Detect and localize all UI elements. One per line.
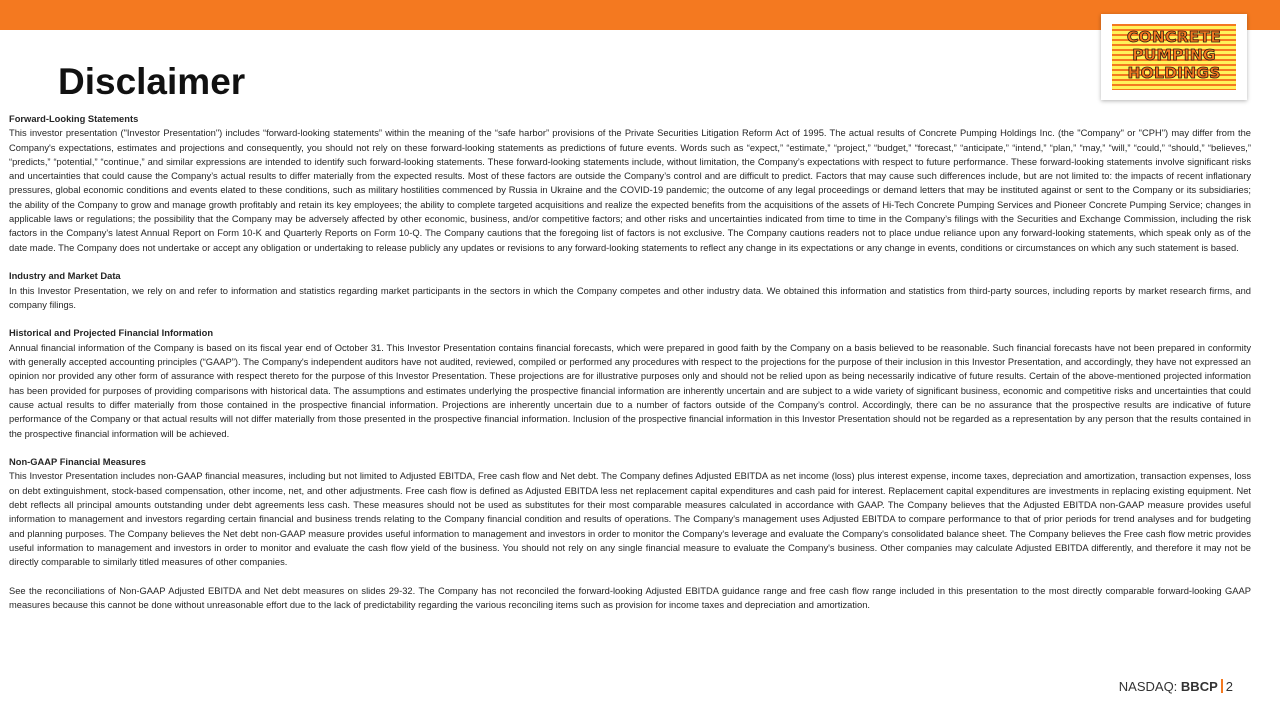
- disclaimer-body: [9, 112, 1251, 612]
- section-non-gaap: [9, 455, 1251, 612]
- section-historical-projected: [9, 326, 1251, 440]
- company-logo: [1101, 14, 1247, 100]
- logo-line-pumping: PUMPING: [1132, 46, 1216, 64]
- section-heading: Non-GAAP Financial Measures: [9, 457, 146, 468]
- footer-separator: [1221, 679, 1223, 693]
- page-title: Disclaimer: [58, 61, 246, 102]
- ticker-symbol: BBCP: [1180, 679, 1218, 694]
- section-paragraph: This investor presentation ("Investor Presentation") includes “forward-looking statements” within the meaning of the “safe harbor” provisions of the Private Securities Litigation Reform Act of 1995. The actual results of Concrete Pumping Holdings Inc. (the "Company" or "CPH") may differ from the Company's expectations, estimates and projections and consequently, you should not rely on these forward-looking statements as predictions of future events. Words such as “expect,” “estimate,” “project,” “budget,” “forecast,” “anticipate,” “intend,” “plan,” “may,” “will,” “could,” “should,” “believes,” “predicts,” “potential,” “continue,” and similar expressions are intended to identify such forward-looking statements. These forward-looking statements include, without limitation, the Company’s expectations with respect to future performance. These forward-looking statements involve significant risks and uncertainties that could cause the Company’s actual results to differ materially from the expected results. Most of these factors are outside the Company’s control and are difficult to predict. Factors that may cause such differences include, but are not limited to: the impacts of recent inflationary pressures, global economic conditions and events elated to these conditions, such as military hostilities commenced by Russia in Ukraine and the COVID-19 pandemic; the outcome of any legal proceedings or demand letters that may be instituted against or sent to the Company or its subsidiaries; the ability of the Company to grow and manage growth profitably and retain its key employees; the ability to complete targeted acquisitions and realize the expected benefits from the acquisitions of the assets of Hi-Tech Concrete Pumping Services and Pioneer Concrete Pumping Service; changes in applicable laws or regulations; the possibility that the Company may be adversely affected by other economic, business, and/or competitive factors; and other risks and uncertainties indicated from time to time in the Company’s filings with the Securities and Exchange Commission, including the risk factors in the Company's latest Annual Report on Form 10-K and Quarterly Reports on Form 10-Q. The Company cautions that the foregoing list of factors is not exclusive. The Company cautions readers not to place undue reliance upon any forward-looking statements, which speak only as of the date made. The Company does not undertake or accept any obligation or undertaking to release publicly any updates or revisions to any forward-looking statements to reflect any change in its expectations or any change in events, conditions or circumstances on which any such statement is based.: [9, 128, 1251, 253]
- section-industry-market-data: [9, 269, 1251, 312]
- logo-line-holdings: HOLDINGS: [1127, 64, 1221, 82]
- section-forward-looking: [9, 112, 1251, 255]
- section-paragraph: See the reconciliations of Non-GAAP Adjusted EBITDA and Net debt measures on slides 29-32. The Company has not reconciled the forward-looking Adjusted EBITDA guidance range and free cash flow range included in this presentation to the most directly comparable forward-looking GAAP measures because this cannot be done without unreasonable effort due to the lack of predictability regarding the various reconciling items such as provision for income taxes and depreciation and amortization.: [9, 585, 1251, 611]
- section-heading: Historical and Projected Financial Information: [9, 328, 214, 339]
- section-paragraph: Annual financial information of the Company is based on its fiscal year end of October 31. This Investor Presentation contains financial forecasts, which were prepared in good faith by the Company on a basis believed to be reasonable. Such financial forecasts have not been prepared in conformity with generally accepted accounting principles (“GAAP”). The Company's independent auditors have not audited, reviewed, compiled or performed any procedures with respect to the projections for the purpose of their inclusion in this Investor Presentation, and accordingly, they have not expressed an opinion nor provided any other form of assurance with respect thereto for the purpose of this Investor Presentation. These projections are for illustrative purposes only and should not be relied upon as being necessarily indicative of future results. Certain of the above-mentioned projected information has been provided for purposes of providing comparisons with historical data. The assumptions and estimates underlying the prospective financial information are inherently uncertain and are subject to a wide variety of significant business, economic and competitive risks and uncertainties that could cause actual results to differ materially from those contained in the prospective financial information. Projections are inherently uncertain due to a number of factors outside of the Company’s control. Accordingly, there can be no assurance that the prospective results are indicative of future performance of the Company or that actual results will not differ materially from those presented in the prospective financial information. Inclusion of the prospective financial information in this Investor Presentation should not be regarded as a representation by any person that the results contained in the prospective financial information will be achieved.: [9, 342, 1251, 439]
- top-accent-bar: [0, 0, 1280, 30]
- slide-footer: [1119, 678, 1233, 696]
- section-heading: Industry and Market Data: [9, 271, 121, 282]
- section-paragraph: This Investor Presentation includes non-GAAP financial measures, including but not limited to Adjusted EBITDA, Free cash flow and Net debt. The Company defines Adjusted EBITDA as net income (loss) plus interest expense, income taxes, depreciation and amortization, transaction expenses, loss on debt extinguishment, stock-based compensation, other income, net, and other adjustments. Free cash flow is defined as Adjusted EBITDA less net replacement capital expenditures and cash paid for interest. Replacement capital expenditures are investments in replacing existing equipment. Net debt reflects all principal amounts outstanding under debt agreements less cash. These measures should not be used as substitutes for their most comparable measures calculated in accordance with GAAP. The Company believes that the Adjusted EBITDA non-GAAP measure provides useful information to management and investors regarding certain financial and business trends relating to the Company financial condition and results of operations. The Company's management uses Adjusted EBITDA to compare performance to that of prior periods for trend analyses and for budgeting and planning purposes. The Company believes the Net debt non-GAAP measure provides useful information to management and investors in order to monitor the Company's leverage and evaluate the Company's consolidated balance sheet. The Company believes the Free cash flow metric provides useful information to management and investors in order to monitor and evaluate the cash flow yield of the business. You should not rely on any single financial measure to evaluate the Company's business. Other companies may calculate Adjusted EBITDA differently, and therefore it may not be directly comparable to similarly titled measures of other companies.: [9, 471, 1251, 568]
- page-number: 2: [1225, 679, 1233, 694]
- section-heading: Forward-Looking Statements: [9, 114, 139, 124]
- exchange-label: NASDAQ:: [1118, 679, 1178, 694]
- logo-line-concrete: CONCRETE: [1126, 28, 1222, 46]
- section-paragraph: In this Investor Presentation, we rely on and refer to information and statistics regarding market participants in the sectors in which the Company competes and other industry data. We obtained this information and statistics from third-party sources, including reports by market research firms, and company filings.: [9, 285, 1251, 310]
- logo-striped-panel: [1112, 24, 1236, 90]
